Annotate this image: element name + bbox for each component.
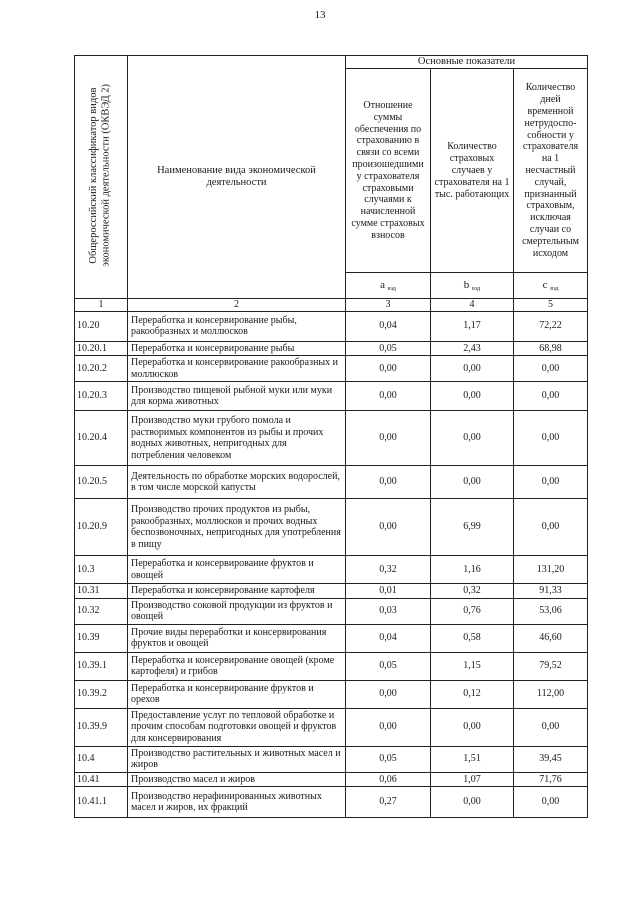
value-c-cell: 68,98 bbox=[514, 341, 588, 356]
value-a-cell: 0,00 bbox=[346, 382, 431, 411]
value-c-cell: 53,06 bbox=[514, 598, 588, 624]
activity-name-cell: Переработка и консервирование фруктов и овощей bbox=[128, 556, 346, 584]
value-b-cell: 0,76 bbox=[431, 598, 514, 624]
table-row bbox=[75, 499, 588, 556]
table-row bbox=[75, 466, 588, 499]
activity-name-cell: Переработка и консервирование рыбы bbox=[128, 341, 346, 356]
value-b-cell: 0,58 bbox=[431, 624, 514, 652]
col-b-symbol-letter: b bbox=[463, 278, 470, 291]
value-c-cell: 46,60 bbox=[514, 624, 588, 652]
okved-code-cell: 10.20.4 bbox=[75, 411, 128, 466]
column-number-row bbox=[75, 299, 588, 312]
okved-code-cell: 10.20.5 bbox=[75, 466, 128, 499]
table-row bbox=[75, 652, 588, 680]
table-row bbox=[75, 787, 588, 818]
okved-code-cell: 10.39.2 bbox=[75, 680, 128, 708]
col-c-header: Количество дней временной нетрудоспо-собности у страхователя на 1 несчастный случай, признанный страховым, исключая случаи со смертельным исходом bbox=[514, 69, 588, 273]
okved-header-text: Общероссийский классификатор видов экономической деятельности (ОКВЭД 2) bbox=[88, 83, 112, 267]
value-c-cell: 0,00 bbox=[514, 708, 588, 746]
col-c-symbol-letter: c bbox=[542, 278, 548, 291]
table-row bbox=[75, 556, 588, 584]
value-b-cell: 0,00 bbox=[431, 382, 514, 411]
value-b-cell: 6,99 bbox=[431, 499, 514, 556]
activity-name-cell: Производство муки грубого помола и растворимых компонентов из рыбы и прочих водных животных, непригодных для потребления человеком bbox=[128, 411, 346, 466]
okved-code-cell: 10.20.2 bbox=[75, 356, 128, 382]
okved-code-cell: 10.39.1 bbox=[75, 652, 128, 680]
value-b-cell: 1,16 bbox=[431, 556, 514, 584]
activity-name-cell: Переработка и консервирование фруктов и орехов bbox=[128, 680, 346, 708]
value-b-cell: 1,07 bbox=[431, 772, 514, 787]
okved-code-cell: 10.20.9 bbox=[75, 499, 128, 556]
value-c-cell: 79,52 bbox=[514, 652, 588, 680]
value-c-cell: 0,00 bbox=[514, 499, 588, 556]
value-b-cell: 0,00 bbox=[431, 466, 514, 499]
okved-code-cell: 10.20.1 bbox=[75, 341, 128, 356]
value-a-cell: 0,00 bbox=[346, 680, 431, 708]
value-a-cell: 0,06 bbox=[346, 772, 431, 787]
page-number: 13 bbox=[314, 9, 326, 21]
value-a-cell: 0,04 bbox=[346, 624, 431, 652]
value-a-cell: 0,00 bbox=[346, 356, 431, 382]
value-c-cell: 0,00 bbox=[514, 411, 588, 466]
value-b-cell: 0,00 bbox=[431, 356, 514, 382]
column-number: 4 bbox=[431, 299, 514, 312]
value-b-cell: 1,17 bbox=[431, 311, 514, 341]
table-row bbox=[75, 746, 588, 772]
okved-code-cell: 10.41.1 bbox=[75, 787, 128, 818]
okved-header bbox=[75, 56, 128, 299]
value-a-cell: 0,04 bbox=[346, 311, 431, 341]
column-number: 1 bbox=[75, 299, 128, 312]
activity-name-cell: Переработка и консервирование овощей (кроме картофеля) и грибов bbox=[128, 652, 346, 680]
activity-name-cell: Прочие виды переработки и консервирования фруктов и овощей bbox=[128, 624, 346, 652]
okved-code-cell: 10.20.3 bbox=[75, 382, 128, 411]
value-a-cell: 0,32 bbox=[346, 556, 431, 584]
table-row bbox=[75, 772, 588, 787]
table-row bbox=[75, 341, 588, 356]
activity-name-cell: Переработка и консервирование ракообразных и моллюсков bbox=[128, 356, 346, 382]
col-b-symbol bbox=[431, 273, 514, 299]
value-b-cell: 2,43 bbox=[431, 341, 514, 356]
value-a-cell: 0,05 bbox=[346, 341, 431, 356]
value-b-cell: 0,00 bbox=[431, 708, 514, 746]
col-a-header: Отношение суммы обеспечения по страхованию в связи со всеми произошедшими у страхователя страховыми случаями к начисленной сумме страховых взносов bbox=[346, 69, 431, 273]
value-a-cell: 0,00 bbox=[346, 411, 431, 466]
column-number: 3 bbox=[346, 299, 431, 312]
value-c-cell: 0,00 bbox=[514, 787, 588, 818]
value-c-cell: 0,00 bbox=[514, 356, 588, 382]
col-a-symbol-sub: вэд bbox=[387, 285, 396, 292]
activity-name-cell: Производство нерафинированных животных масел и жиров, их фракций bbox=[128, 787, 346, 818]
activity-name-cell: Производство прочих продуктов из рыбы, ракообразных, моллюсков и прочих водных беспозвоночных, непригодных для употребления в пищу bbox=[128, 499, 346, 556]
table-row bbox=[75, 680, 588, 708]
okved-code-cell: 10.32 bbox=[75, 598, 128, 624]
value-a-cell: 0,03 bbox=[346, 598, 431, 624]
activity-name-cell: Деятельность по обработке морских водорослей, в том числе морской капусты bbox=[128, 466, 346, 499]
value-a-cell: 0,27 bbox=[346, 787, 431, 818]
activity-name-header: Наименование вида экономической деятельности bbox=[128, 56, 346, 299]
value-a-cell: 0,00 bbox=[346, 499, 431, 556]
value-c-cell: 71,76 bbox=[514, 772, 588, 787]
value-b-cell: 1,15 bbox=[431, 652, 514, 680]
indicators-table bbox=[74, 55, 588, 818]
value-c-cell: 131,20 bbox=[514, 556, 588, 584]
okved-code-cell: 10.41 bbox=[75, 772, 128, 787]
table-row bbox=[75, 708, 588, 746]
value-b-cell: 1,51 bbox=[431, 746, 514, 772]
value-c-cell: 0,00 bbox=[514, 466, 588, 499]
value-b-cell: 0,12 bbox=[431, 680, 514, 708]
value-b-cell: 0,00 bbox=[431, 411, 514, 466]
main-indicators-header: Основные показатели bbox=[346, 56, 588, 69]
okved-code-cell: 10.20 bbox=[75, 311, 128, 341]
value-b-cell: 0,00 bbox=[431, 787, 514, 818]
table-row bbox=[75, 311, 588, 341]
activity-name-cell: Переработка и консервирование картофеля bbox=[128, 584, 346, 599]
activity-name-cell: Предоставление услуг по тепловой обработке и прочим способам подготовки овощей и фруктов для консервирования bbox=[128, 708, 346, 746]
table-body bbox=[75, 311, 588, 818]
okved-code-cell: 10.31 bbox=[75, 584, 128, 599]
value-a-cell: 0,05 bbox=[346, 746, 431, 772]
table-row bbox=[75, 356, 588, 382]
table-row bbox=[75, 624, 588, 652]
value-a-cell: 0,00 bbox=[346, 708, 431, 746]
value-c-cell: 0,00 bbox=[514, 382, 588, 411]
col-a-symbol-letter: a bbox=[380, 278, 385, 291]
value-c-cell: 91,33 bbox=[514, 584, 588, 599]
activity-name-cell: Производство пищевой рыбной муки или муки для корма животных bbox=[128, 382, 346, 411]
table-row bbox=[75, 584, 588, 599]
table-row bbox=[75, 411, 588, 466]
activity-name-cell: Производство соковой продукции из фруктов и овощей bbox=[128, 598, 346, 624]
column-number: 5 bbox=[514, 299, 588, 312]
col-a-symbol bbox=[346, 273, 431, 299]
table-row bbox=[75, 382, 588, 411]
activity-name-cell: Переработка и консервирование рыбы, ракообразных и моллюсков bbox=[128, 311, 346, 341]
okved-code-cell: 10.39.9 bbox=[75, 708, 128, 746]
okved-code-cell: 10.39 bbox=[75, 624, 128, 652]
value-c-cell: 39,45 bbox=[514, 746, 588, 772]
value-b-cell: 0,32 bbox=[431, 584, 514, 599]
activity-name-cell: Производство масел и жиров bbox=[128, 772, 346, 787]
col-c-symbol-sub: вэд bbox=[550, 285, 559, 292]
okved-code-cell: 10.4 bbox=[75, 746, 128, 772]
value-c-cell: 112,00 bbox=[514, 680, 588, 708]
value-a-cell: 0,01 bbox=[346, 584, 431, 599]
value-c-cell: 72,22 bbox=[514, 311, 588, 341]
activity-name-cell: Производство растительных и животных масел и жиров bbox=[128, 746, 346, 772]
col-c-symbol bbox=[514, 273, 588, 299]
table-row bbox=[75, 598, 588, 624]
col-b-header: Количество страховых случаев у страхователя на 1 тыс. работающих bbox=[431, 69, 514, 273]
okved-code-cell: 10.3 bbox=[75, 556, 128, 584]
value-a-cell: 0,00 bbox=[346, 466, 431, 499]
value-a-cell: 0,05 bbox=[346, 652, 431, 680]
col-b-symbol-sub: вэд bbox=[472, 285, 481, 292]
column-number: 2 bbox=[128, 299, 346, 312]
